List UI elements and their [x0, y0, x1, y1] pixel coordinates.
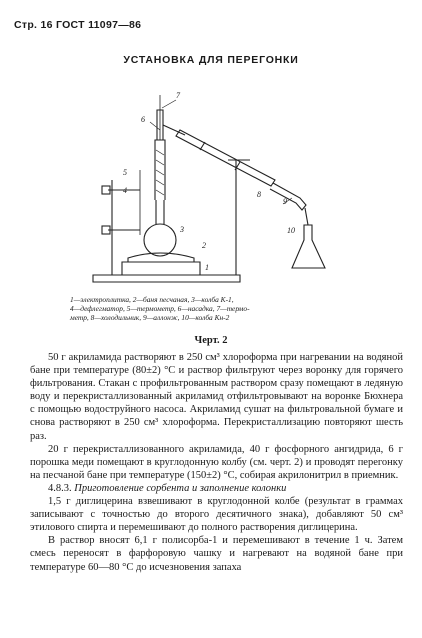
- receiving-flask: [292, 225, 325, 268]
- label-9: 9: [283, 197, 287, 206]
- distillation-apparatus-diagram: [0, 0, 422, 300]
- label-2: 2: [202, 241, 206, 250]
- figure-caption: 1—электроплитка, 2—баня песчаная, 3—колба К-1, 4—дефлегматор, 5—термометр, 6—насадка, 7—термо- метр, 8—холодильник, 9—аллонж, 10—колба Кн-2: [70, 295, 250, 322]
- label-1: 1: [205, 263, 209, 272]
- figure-number: Черт. 2: [194, 335, 228, 346]
- label-3: 3: [180, 225, 184, 234]
- section-heading: 4.8.3. Приготовление сорбента и заполнение колонки: [48, 482, 287, 494]
- page-header: Стр. 16 ГОСТ 11097—86: [14, 19, 142, 31]
- label-6: 6: [141, 115, 145, 124]
- paragraph: В раствор вносят 6,1 г полисорба-1 и перемешивают в течение 1 ч. Затем смесь переносят в фарфоровую чашку и нагревают на водяной бане при температуре 60—80 °С до исчезновения запаха: [30, 535, 403, 573]
- condenser: [176, 130, 275, 186]
- paragraph: 50 г акриламида растворяют в 250 см³ хлороформа при нагревании на водяной бане при температуре (80±2) °С и раствор фильтруют через воронку для горячего фильтрования. Стакан с профильтрованным раствором сразу помещают в ледяную воду и перекристаллизованный акриламид отфильтровывают на воронке Бюхнера с помощью водоструйного насоса. Акриламид сушат на фильтровальной бумаге и снова растворяют в 250 см³ хлороформа. Перекристаллизацию повторяют шесть раз.: [30, 352, 403, 442]
- label-4: 4: [123, 186, 127, 195]
- paragraph: 20 г перекристаллизованного акриламида, 40 г фосфорного ангидрида, 6 г порошка меди помещают в круглодонную колбу (см. черт. 2) и проводят перегонку на песчаной бане при температуре (150±2) °С, собирая акрилонитрил в приемник.: [30, 443, 403, 481]
- label-10: 10: [287, 226, 295, 235]
- sand-bath: [128, 253, 194, 262]
- label-5: 5: [123, 168, 127, 177]
- stand-base: [93, 275, 240, 282]
- paragraph: 1,5 г диглицерина взвешивают в круглодонной колбе (результат в граммах записывают с точностью до второго десятичного знака), добавляют 50 см³ этилового спирта и перемешивают до полного растворения диглицерина.: [30, 496, 403, 534]
- label-7: 7: [176, 91, 180, 100]
- document-body: [30, 351, 403, 574]
- label-8: 8: [257, 190, 261, 199]
- figure-title: УСТАНОВКА ДЛЯ ПЕРЕГОНКИ: [123, 54, 299, 66]
- flask: [144, 224, 176, 256]
- heater: [122, 262, 200, 275]
- allonge: [270, 183, 306, 210]
